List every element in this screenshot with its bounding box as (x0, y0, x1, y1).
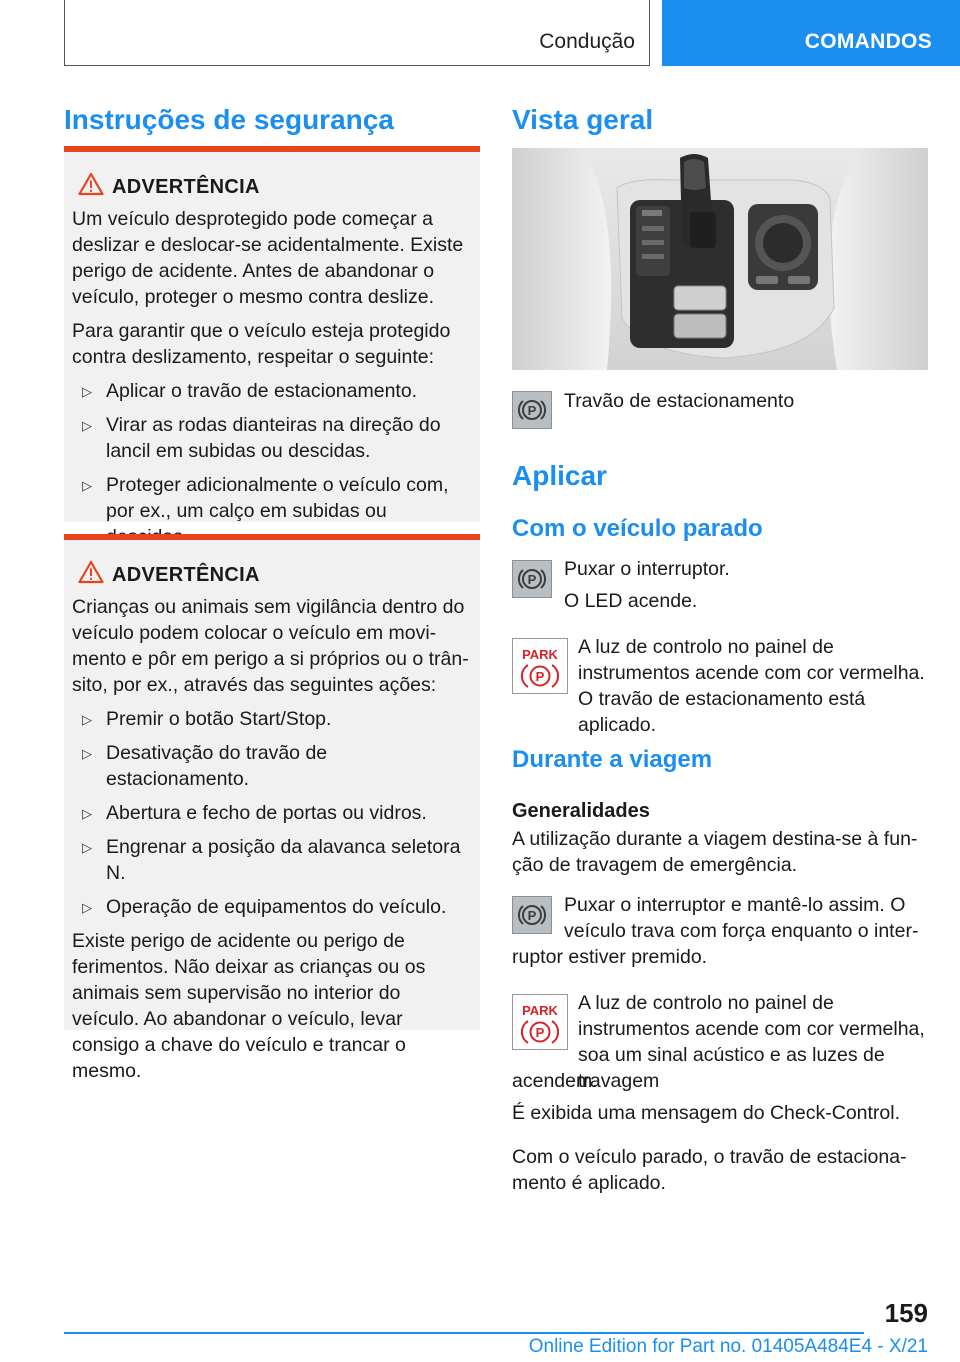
triangle-bullet-icon: ▷ (82, 746, 92, 761)
warning-heading (72, 172, 472, 202)
triangle-bullet-icon: ▷ (82, 478, 92, 493)
chapter-tab (662, 0, 960, 66)
warning-text: Um veículo desprotegido pode começar a deslizar e deslocar-se acidentalmente. Existe perigo de acidente. Antes de abandonar o veículo, proteger o mesmo contra deslize. (72, 208, 464, 308)
parking-brake-switch-icon (512, 560, 552, 598)
warning-list (72, 378, 472, 550)
indicator-text: A luz de controlo no painel de instrumentos acende com cor vermelha. O travão de estacionamento está aplicado. (578, 636, 925, 736)
warning-label: ADVERTÊNCIA (112, 176, 260, 198)
safety-title: Instruções de segurança (64, 104, 394, 135)
center-console-photo (512, 148, 928, 370)
triangle-bullet-icon: ▷ (82, 712, 92, 727)
triangle-bullet-icon: ▷ (82, 418, 92, 433)
triangle-bullet-icon: ▷ (82, 840, 92, 855)
list-item: ▷ Desativação do travão de estacionamento. (82, 742, 328, 790)
svg-text:P: P (527, 403, 537, 418)
warning-box-1 (64, 146, 480, 522)
warning-triangle-icon (78, 172, 104, 196)
page-number: 159 (884, 1298, 928, 1328)
overview-title: Vista geral (512, 104, 654, 135)
triangle-bullet-icon: ▷ (82, 900, 92, 915)
svg-text:P: P (535, 1025, 545, 1040)
footer-edition: Online Edition for Part no. 01405A484E4 - X/21 (528, 1336, 928, 1357)
list-item: ▷ Premir o botão Start/Stop. (72, 706, 472, 732)
list-item: ▷ Aplicar o travão de estacionamento. (72, 378, 472, 404)
list-item: ▷ Engrenar a posição da alavanca seletora N. (82, 836, 461, 884)
stationary-title: Com o veículo parado (512, 515, 763, 542)
list-item: ▷ Virar as rodas dianteiras na direção do lancil em subidas ou descidas. (82, 414, 441, 462)
footer-rule (64, 1332, 864, 1334)
parking-brake-switch-icon (512, 896, 552, 934)
stationary-applied-text: Com o veículo parado, o travão de estacionamento é aplicado. (512, 1146, 907, 1194)
driving-title: Durante a viagem (512, 746, 713, 773)
warning-label: ADVERTÊNCIA (112, 564, 260, 586)
check-control-text: É exibida uma mensagem do Check-Control. (512, 1102, 901, 1124)
svg-text:P: P (527, 572, 537, 587)
parking-brake-switch-icon (512, 391, 552, 429)
general-title: Generalidades (512, 800, 650, 822)
warning-box-2 (64, 534, 480, 1082)
photo-caption: Travão de estacionamento (564, 390, 795, 412)
hold-instruction-text-cont: ruptor estiver premido. (512, 946, 708, 968)
warning-list (72, 706, 472, 920)
triangle-bullet-icon: ▷ (82, 806, 92, 821)
indicator-text-cont: acendem. (512, 1070, 598, 1092)
warning-triangle-icon (78, 560, 104, 584)
warning-text: Existe perigo de acidente ou perigo de ferimentos. Não deixar as crianças ou os animais sem supervisão no interior do veículo. Ao abandonar o veículo, levar consigo a chave do veículo e trancar o mesmo. (72, 930, 426, 1082)
warning-heading (72, 560, 472, 590)
general-text: A utilização durante a viagem destina-se à função de travagem de emergência. (512, 828, 918, 876)
hold-instruction-text: Puxar o interruptor e mantê-lo assim. O veículo trava com força enquanto o inter- (564, 894, 919, 942)
list-item: ▷ Abertura e fecho de portas ou vidros. (72, 800, 472, 826)
triangle-bullet-icon: ▷ (82, 384, 92, 399)
park-indicator-icon (512, 638, 568, 694)
section-tab (64, 0, 650, 66)
svg-text:P: P (527, 908, 537, 923)
park-indicator-icon (512, 994, 568, 1050)
indicator-text: A luz de controlo no painel de instrumentos acende com cor vermelha, soa um sinal acústico e as luzes de travagem (578, 992, 925, 1092)
center-console-image (512, 148, 928, 370)
list-item: ▷ Operação de equipamentos do veículo. (72, 894, 472, 920)
chapter-tab-label: COMANDOS (804, 30, 932, 53)
instruction-text: O LED acende. (564, 590, 698, 612)
instruction-text: Puxar o interruptor. (564, 558, 730, 580)
section-tab-label: Condução (539, 30, 635, 53)
park-label: PARK (522, 647, 558, 662)
svg-text:P: P (535, 669, 545, 684)
warning-text: Crianças ou animais sem vigilância dentro do veículo podem colocar o veículo em movimento e pôr em perigo a si próprios ou o trânsito, por ex., através das seguintes ações: (72, 596, 469, 696)
warning-text: Para garantir que o veículo esteja protegido contra deslizamento, respeitar o seguinte: (72, 320, 451, 368)
list-item: ▷ Proteger adicionalmente o veículo com, por ex., um calço em subidas ou (82, 474, 449, 522)
apply-title: Aplicar (512, 460, 607, 491)
park-label: PARK (522, 1003, 558, 1018)
